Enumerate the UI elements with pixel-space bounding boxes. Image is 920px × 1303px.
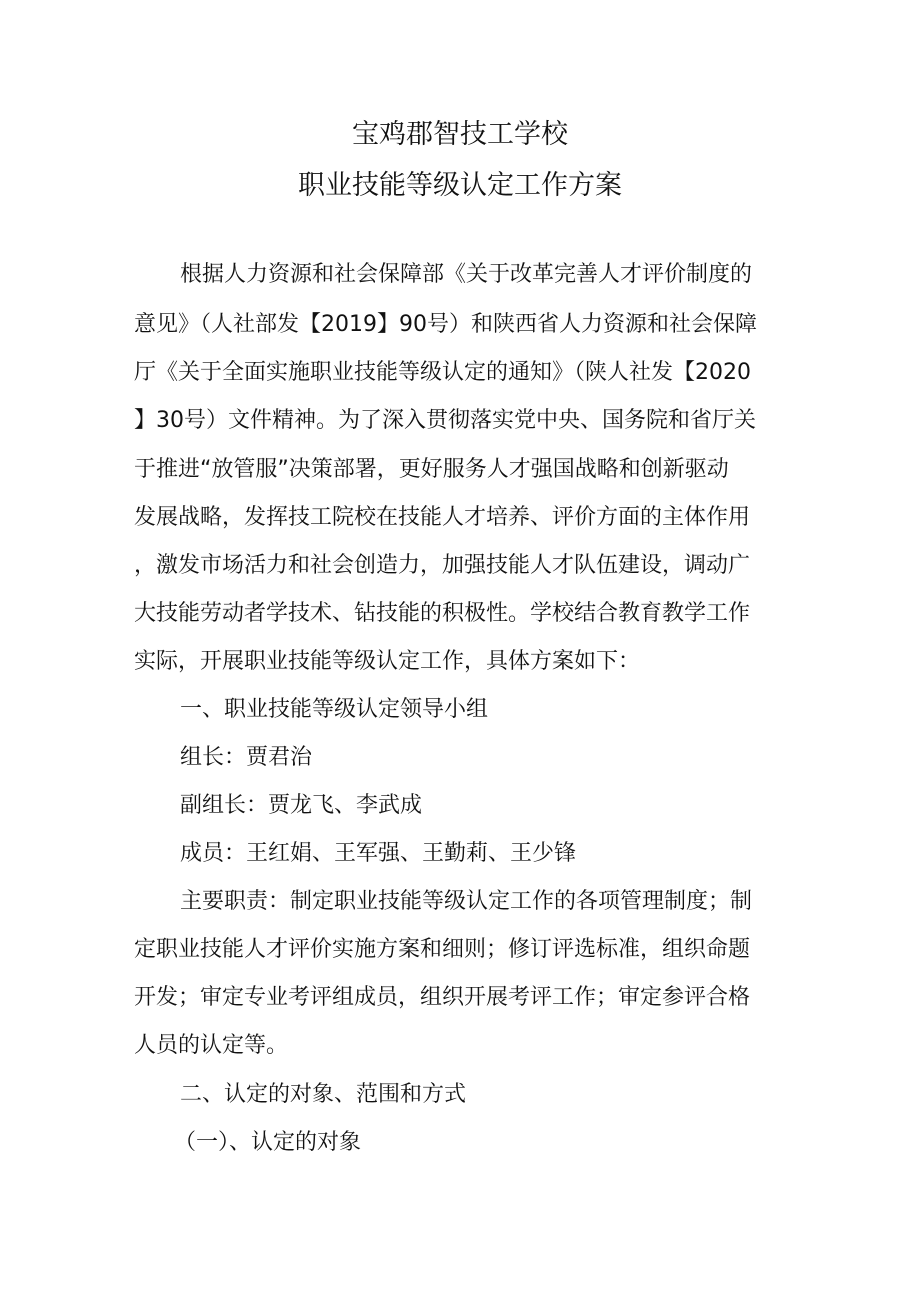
members-line: 成员：王红娟、王军强、王勤莉、王少锋	[180, 841, 577, 866]
intro-line-5: 于推进“放管服”决策部署，更好服务人才强国战略和创新驱动	[134, 457, 729, 482]
duties-line-4: 人员的认定等。	[134, 1033, 289, 1058]
duties-line-3: 开发；审定专业考评组成员，组织开展考评工作；审定参评合格	[134, 985, 751, 1010]
section-2-heading: 二、认定的对象、范围和方式	[180, 1082, 467, 1107]
intro-line-9: 实际，开展职业技能等级认定工作，具体方案如下：	[134, 649, 641, 674]
document-title-plan: 职业技能等级认定工作方案	[298, 170, 622, 201]
intro-line-7: ，激发市场活力和社会创造力，加强技能人才队伍建设，调动广	[134, 553, 751, 578]
duties-line-2: 定职业技能人才评价实施方案和细则；修订评选标准，组织命题	[134, 937, 751, 962]
leader-line: 组长：贾君治	[180, 745, 313, 770]
intro-line-3: 厅《关于全面实施职业技能等级认定的通知》（陕人社发【2020	[134, 360, 751, 385]
intro-line-4: 】30号）文件精神。为了深入贯彻落实党中央、国务院和省厅关	[134, 408, 756, 433]
section-1-heading: 一、职业技能等级认定领导小组	[180, 697, 489, 722]
duties-line-1: 主要职责：制定职业技能等级认定工作的各项管理制度；制	[180, 889, 753, 914]
deputy-leader-line: 副组长：贾龙飞、李武成	[180, 793, 423, 818]
document-title-school: 宝鸡郡智技工学校	[352, 119, 568, 150]
intro-line-6: 发展战略，发挥技工院校在技能人才培养、评价方面的主体作用	[134, 505, 751, 530]
intro-line-1: 根据人力资源和社会保障部《关于改革完善人才评价制度的	[180, 262, 753, 287]
intro-line-2: 意见》（人社部发【2019】90号）和陕西省人力资源和社会保障	[134, 312, 757, 337]
intro-line-8: 大技能劳动者学技术、钻技能的积极性。学校结合教育教学工作	[134, 601, 751, 626]
subsection-1-heading: （一）、认定的对象	[174, 1130, 362, 1155]
